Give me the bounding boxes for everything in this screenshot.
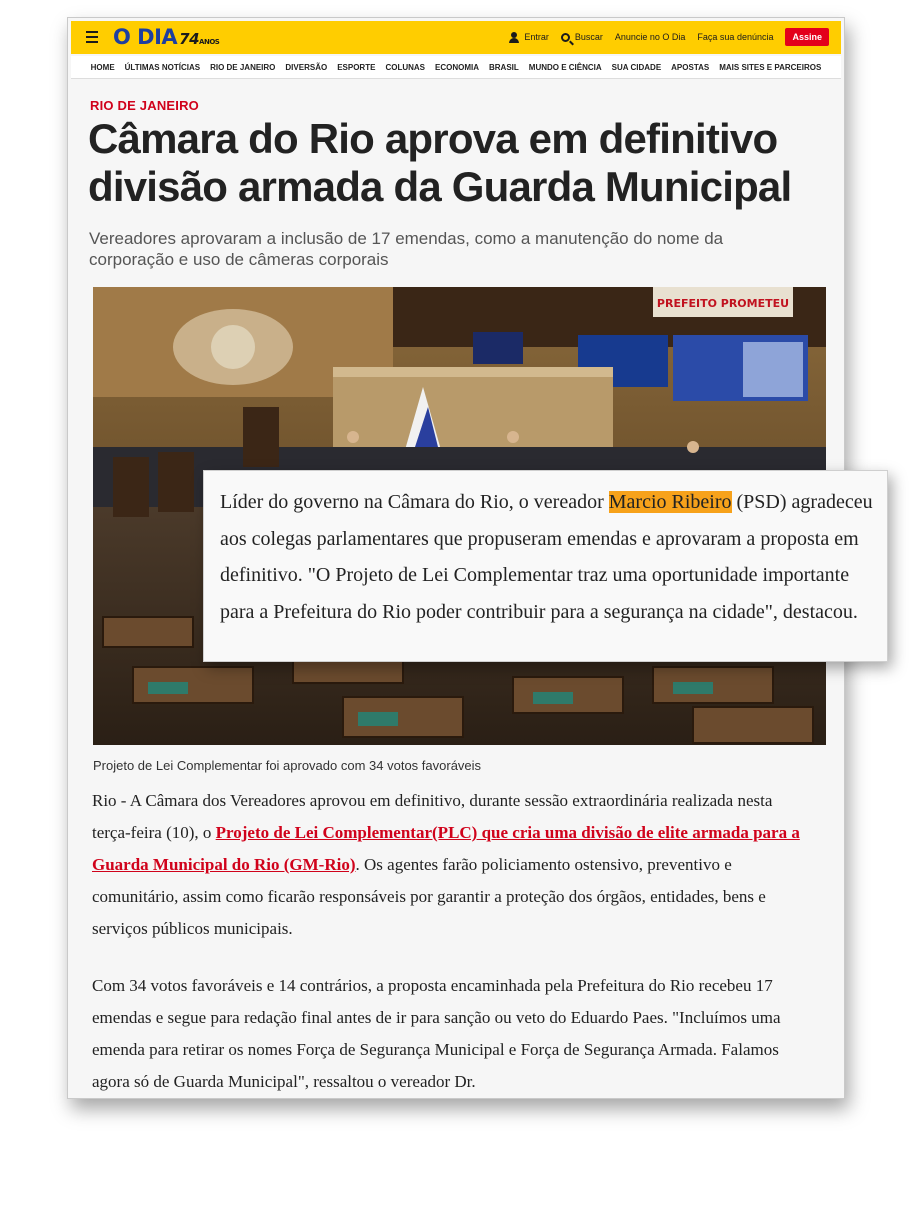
login-label: Entrar	[524, 32, 549, 42]
article-category[interactable]: RIO DE JANEIRO	[90, 98, 199, 113]
article-headline: Câmara do Rio aprova em definitivo divisão armada da Guarda Municipal	[88, 115, 792, 210]
nav-item-latest[interactable]: ÚLTIMAS NOTÍCIAS	[124, 62, 201, 72]
nav-item-diversao[interactable]: DIVERSÃO	[285, 62, 328, 72]
article-paragraph-1: Rio - A Câmara dos Vereadores aprovou em definitivo, durante sessão extraordinária realizada nesta terça-feira (10), o Projeto de Lei Complementar(PLC) que cria uma divisão de elite armada para a Guarda Municipal do Rio (GM-Rio). Os agentes farão policiamento ostensivo, preventivo e comunitário, assim como ficarão responsáveis por garantir a proteção dos órgãos, entidades, bens e serviços públicos municipais.	[92, 791, 800, 938]
nav-item-home[interactable]: HOME	[90, 62, 115, 72]
photo-caption: Projeto de Lei Complementar foi aprovado com 34 votos favoráveis	[93, 758, 482, 773]
anniversary-badge: 74ANOS	[179, 30, 220, 48]
subscribe-button[interactable]: Assine	[785, 28, 829, 46]
nav-item-apostas[interactable]: APOSTAS	[671, 62, 710, 72]
nav-item-esporte[interactable]: ESPORTE	[337, 62, 376, 72]
nav-item-sua-cidade[interactable]: SUA CIDADE	[611, 62, 662, 72]
user-icon	[509, 32, 519, 43]
search-link[interactable]	[561, 32, 603, 42]
main-nav	[71, 56, 841, 79]
nav-item-brasil[interactable]: BRASIL	[489, 62, 519, 72]
report-link[interactable]: Faça sua denúncia	[697, 32, 774, 42]
advertise-link[interactable]: Anuncie no O Dia	[614, 32, 686, 42]
article-subtitle: Vereadores aprovaram a inclusão de 17 emendas, como a manutenção do nome da corporação e uso de câmeras corporais	[89, 229, 724, 269]
highlighted-name: Marcio Ribeiro	[608, 491, 732, 513]
top-bar	[71, 21, 841, 54]
nav-item-mais-sites[interactable]: MAIS SITES E PARCEIROS	[719, 62, 822, 72]
nav-item-mundo[interactable]: MUNDO E CIÊNCIA	[528, 62, 602, 72]
site-logo[interactable]	[113, 25, 219, 49]
top-actions	[509, 28, 829, 46]
search-label: Buscar	[574, 32, 603, 42]
protest-sign-text: PREFEITO PROMETEU	[656, 297, 790, 310]
plc-link[interactable]: Projeto de Lei Complementar(PLC) que cria uma divisão de elite armada para a Guarda Municipal do Rio (GM-Rio)	[92, 823, 800, 874]
login-link[interactable]	[509, 32, 549, 43]
search-icon	[561, 33, 570, 42]
nav-item-rio[interactable]: RIO DE JANEIRO	[210, 62, 276, 72]
article-paragraph-2: Com 34 votos favoráveis e 14 contrários, a proposta encaminhada pela Prefeitura do Rio recebeu 17 emendas e segue para redação final antes de ir para sanção ou veto do Eduardo Paes. "Incluímos uma emenda para retirar os nomes Força de Segurança Municipal e Força de Segurança Armada. Falamos agora só de Guarda Municipal", ressaltou o vereador Dr.	[92, 976, 781, 1091]
logo-text: O DIA	[113, 25, 178, 49]
quote-callout: Líder do governo na Câmara do Rio, o vereador Marcio Ribeiro (PSD) agradeceu aos colegas parlamentares que propuseram emendas e aprovaram a proposta em definitivo. "O Projeto de Lei Complementar traz uma oportunidade importante para a Prefeitura do Rio poder contribuir para a segurança na cidade", destacou.	[203, 470, 888, 662]
menu-icon[interactable]	[86, 31, 98, 43]
nav-item-economia[interactable]: ECONOMIA	[435, 62, 479, 72]
nav-item-colunas[interactable]: COLUNAS	[385, 62, 425, 72]
